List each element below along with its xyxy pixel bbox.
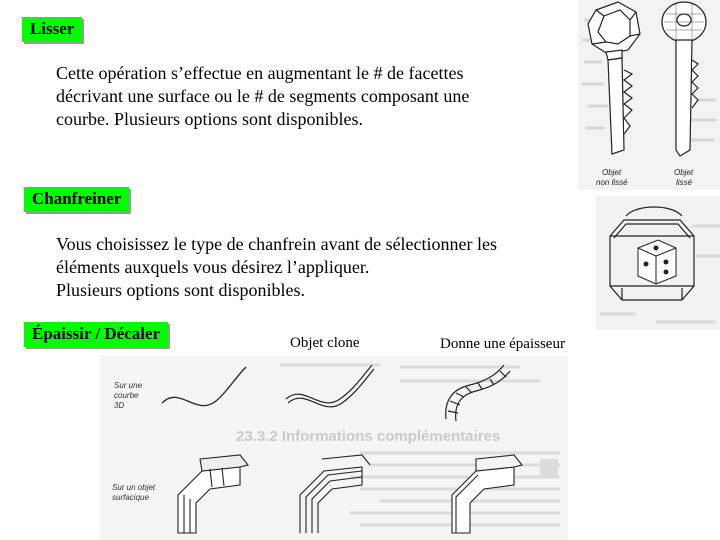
chanfreiner-description	[56, 233, 497, 302]
thicken-section-heading: 23.3.2 Informations complémentaires	[236, 428, 501, 445]
keys-figure	[578, 0, 720, 190]
lisser-line-1: Cette opération s’effectue en augmentant le # de facettes	[56, 63, 464, 83]
thicken-row1-label-1: Sur une	[114, 381, 143, 390]
chanfreiner-line-2: éléments auxquels vous désirez l’appliquer.	[56, 257, 370, 277]
thicken-row1-label-2: courbe	[114, 391, 139, 400]
lisser-line-2: décrivant une surface ou le # de segments composant une	[56, 86, 470, 106]
lisser-description	[56, 62, 469, 131]
thicken-row2-label-1: Sur un objet	[112, 483, 156, 492]
section-title-chanfreiner: Chanfreiner	[24, 187, 129, 212]
thicken-row2-label-2: surfacique	[112, 493, 149, 502]
chamfer-figure	[596, 196, 720, 330]
keys-label-left-2: non lissé	[596, 178, 628, 187]
caption-objet-clone: Objet clone	[290, 335, 360, 351]
thicken-row1-label-3: 3D	[114, 401, 125, 410]
section-title-epaissir: Épaissir / Décaler	[24, 322, 168, 347]
keys-label-right-1: Objet	[674, 168, 694, 177]
lisser-line-3: courbe. Plusieurs options sont disponibles.	[56, 109, 363, 129]
thicken-figure	[100, 355, 568, 540]
chanfreiner-line-1: Vous choisissez le type de chanfrein avant de sélectionner les	[56, 234, 498, 254]
dice-icon	[638, 240, 676, 284]
section-title-lisser: Lisser	[22, 17, 82, 42]
keys-label-right-2: lissé	[676, 178, 693, 187]
chanfreiner-line-3: Plusieurs options sont disponibles.	[56, 280, 306, 300]
caption-donne-epaisseur: Donne une épaisseur	[440, 336, 565, 352]
keys-label-left-1: Objet	[602, 168, 622, 177]
